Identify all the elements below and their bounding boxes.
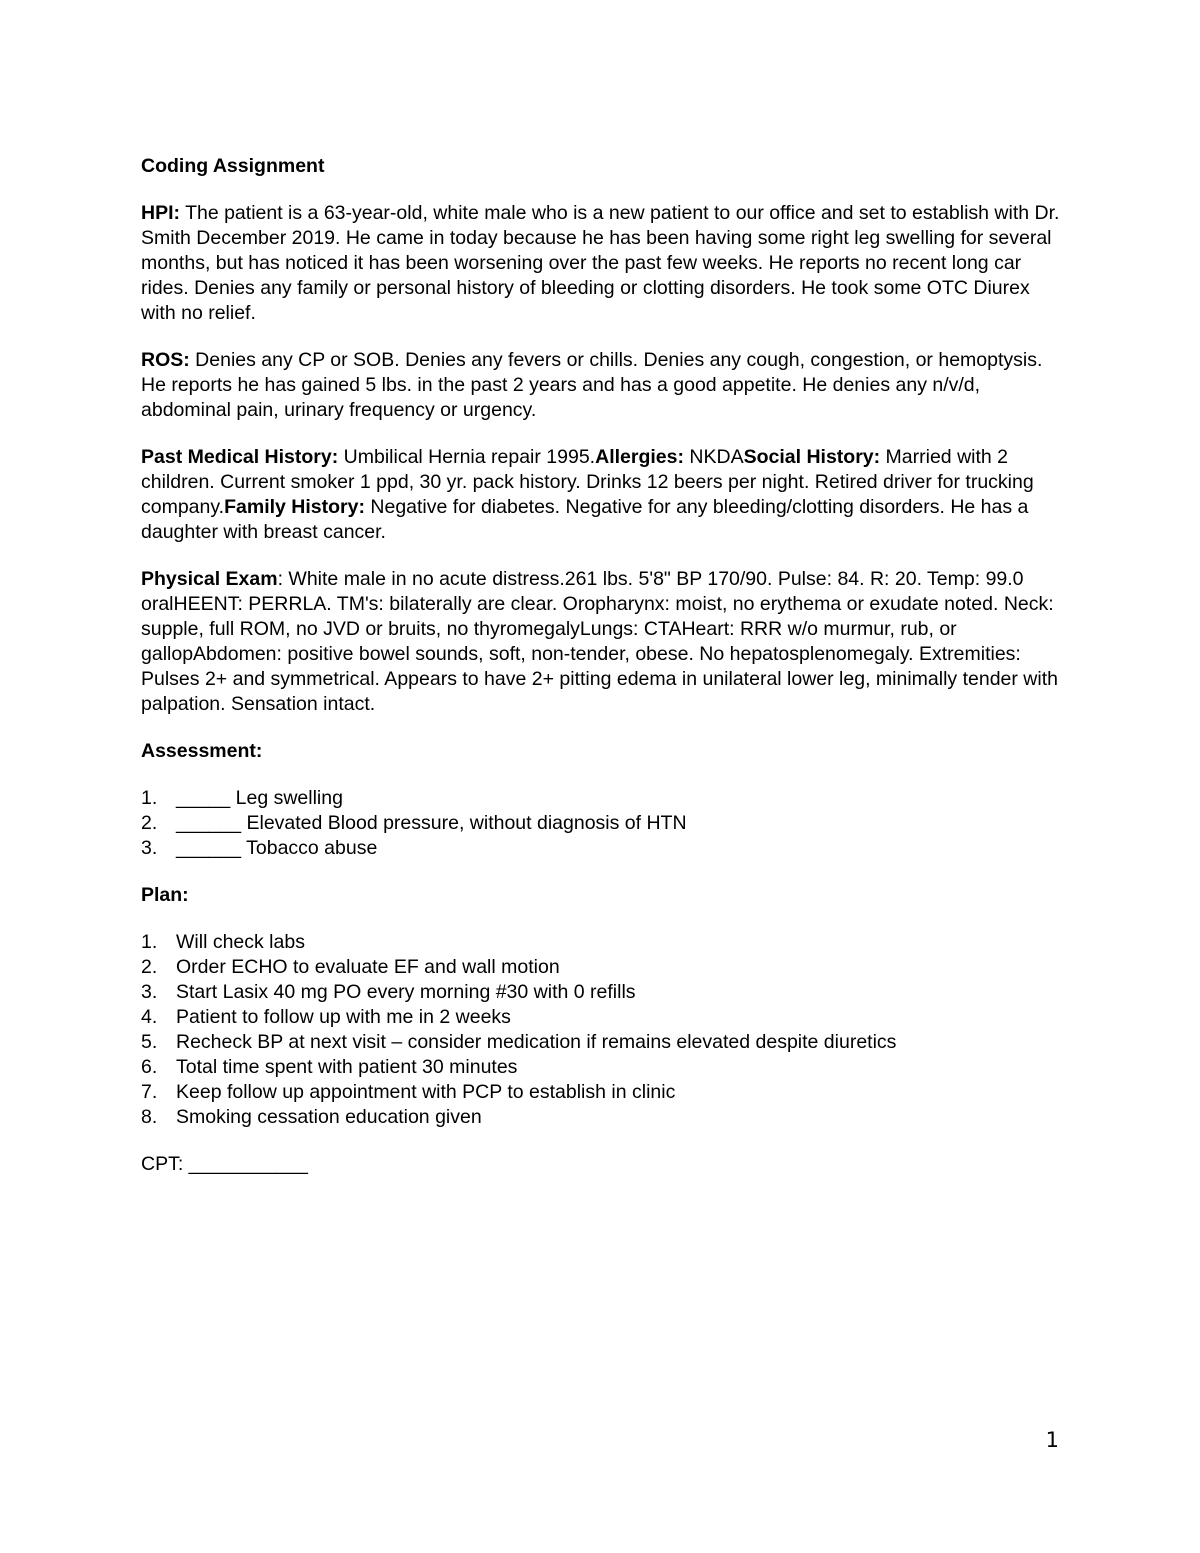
plan-item-text: Total time spent with patient 30 minutes (176, 1056, 518, 1078)
list-number: 1. (141, 787, 158, 809)
list-number: 3. (141, 981, 158, 1003)
plan-item-text: Will check labs (176, 931, 305, 953)
plan-item (141, 930, 1061, 955)
document-title: Coding Assignment (141, 155, 325, 177)
plan-item-text: Recheck BP at next visit – consider medication if remains elevated despite diuretics (176, 1031, 897, 1053)
social-history-label: Social History: (743, 446, 881, 468)
family-history-label: Family History: (224, 496, 365, 518)
plan-item-text: Patient to follow up with me in 2 weeks (176, 1006, 511, 1028)
assessment-item-text: ______ Tobacco abuse (176, 837, 378, 859)
ros-text: Denies any CP or SOB. Denies any fevers or chills. Denies any cough, congestion, or hemoptysis. He reports he has gained 5 lbs. in the past 2 years and has a good appetite. He denies any n/v/d, abdominal pain, urinary frequency or urgency. (141, 349, 1043, 421)
history-paragraph (141, 445, 1061, 545)
assessment-item-text: _____ Leg swelling (176, 787, 343, 809)
document-page (141, 154, 1061, 1177)
assessment-item (141, 786, 1061, 811)
assessment-heading: Assessment: (141, 740, 263, 762)
plan-item (141, 955, 1061, 980)
plan-item (141, 1080, 1061, 1105)
plan-item (141, 1055, 1061, 1080)
list-number: 2. (141, 812, 158, 834)
allergies-label: Allergies: (595, 446, 684, 468)
plan-list (141, 930, 1061, 1130)
list-number: 6. (141, 1056, 158, 1078)
physical-exam-paragraph (141, 567, 1061, 717)
plan-heading: Plan: (141, 884, 189, 906)
ros-label: ROS: (141, 349, 190, 371)
list-number: 8. (141, 1106, 158, 1128)
physical-exam-label: Physical Exam (141, 568, 278, 590)
assessment-list (141, 786, 1061, 861)
plan-item-text: Keep follow up appointment with PCP to establish in clinic (176, 1081, 676, 1103)
list-number: 1. (141, 931, 158, 953)
list-number: 2. (141, 956, 158, 978)
family-history-text: Negative for diabetes. Negative for any bleeding/clotting disorders. He has a daughter with breast cancer. (141, 496, 1029, 543)
list-number: 7. (141, 1081, 158, 1103)
list-number: 4. (141, 1006, 158, 1028)
pmh-text: Umbilical Hernia repair 1995. (338, 446, 596, 468)
hpi-label: HPI: (141, 202, 180, 224)
physical-exam-text: : White male in no acute distress.261 lbs. 5'8" BP 170/90. Pulse: 84. R: 20. Temp: 99.0 oralHEENT: PERRLA. TM's: bilaterally are clear. Oropharynx: moist, no erythema or exudate noted. Neck: supple, full ROM, no JVD or bruits, no thyromegalyLungs: CTAHeart: RRR w/o murmur, rub, or gallopAbdomen: positive bowel sounds, soft, non-tender, obese. No hepatosplenomegaly. Extremities: Pulses 2+ and symmetrical. Appears to have 2+ pitting edema in unilateral lower leg, minimally tender with palpation. Sensation intact. (141, 568, 1058, 715)
assessment-item (141, 836, 1061, 861)
assessment-item (141, 811, 1061, 836)
social-history-text: Married with 2 children. Current smoker 1 ppd, 30 yr. pack history. Drinks 12 beers per night. Retired driver for trucking company. (141, 446, 1034, 518)
page-number: 1 (1045, 1428, 1059, 1452)
hpi-paragraph (141, 201, 1061, 326)
cpt-line: CPT: ___________ (141, 1153, 308, 1175)
allergies-text: NKDA (683, 446, 744, 468)
pmh-label: Past Medical History: (141, 446, 339, 468)
hpi-text: The patient is a 63-year-old, white male who is a new patient to our office and set to establish with Dr. Smith December 2019. He came in today because he has been having some right leg swelling for several months, but has noticed it has been worsening over the past few weeks. He reports no recent long car rides. Denies any family or personal history of bleeding or clotting disorders. He took some OTC Diurex with no relief. (141, 202, 1060, 324)
plan-item (141, 980, 1061, 1005)
list-number: 5. (141, 1031, 158, 1053)
plan-item-text: Order ECHO to evaluate EF and wall motion (176, 956, 560, 978)
ros-paragraph (141, 348, 1061, 423)
plan-item (141, 1105, 1061, 1130)
plan-item (141, 1005, 1061, 1030)
assessment-item-text: ______ Elevated Blood pressure, without diagnosis of HTN (176, 812, 687, 834)
list-number: 3. (141, 837, 158, 859)
plan-item (141, 1030, 1061, 1055)
plan-item-text: Start Lasix 40 mg PO every morning #30 with 0 refills (176, 981, 636, 1003)
plan-item-text: Smoking cessation education given (176, 1106, 482, 1128)
